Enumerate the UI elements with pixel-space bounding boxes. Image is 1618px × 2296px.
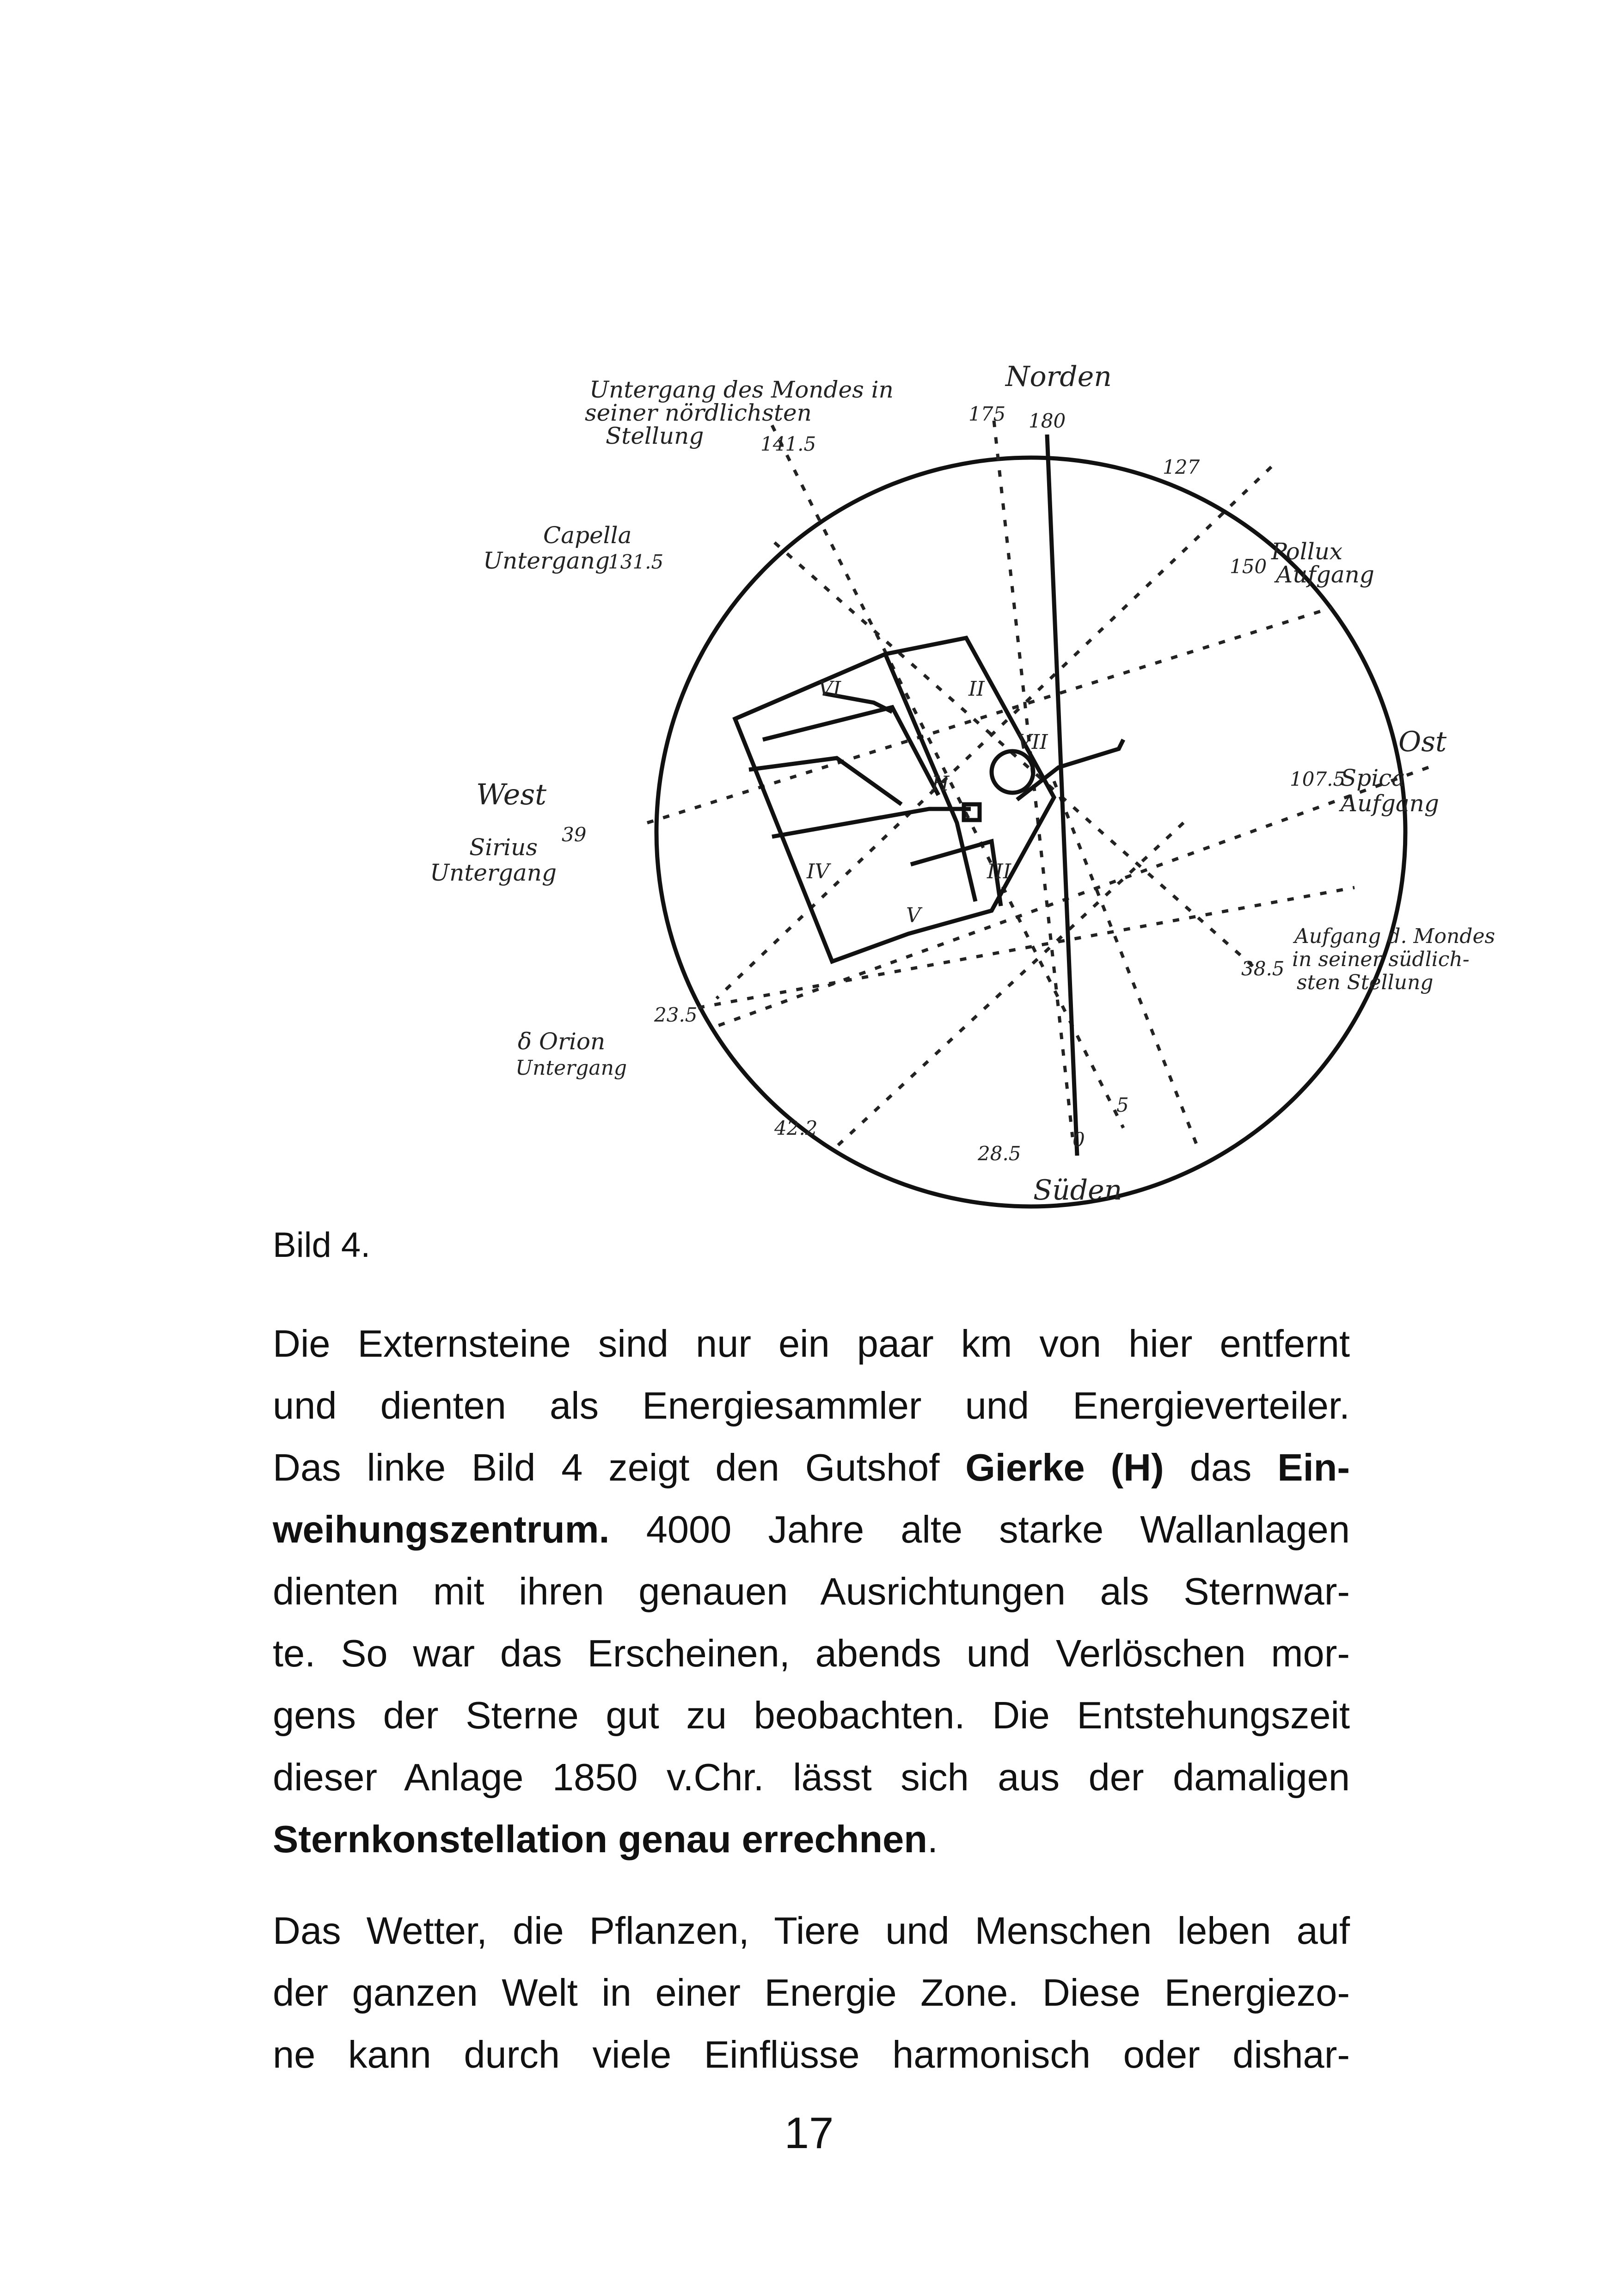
text-line: ne kann durch viele Einflüsse harmonisch oder dishar- <box>273 2033 1350 2076</box>
text-run: das <box>1164 1446 1278 1489</box>
orientation-diagram-svg <box>402 342 1526 1211</box>
text-line: der ganzen Welt in einer Energie Zone. Diese Energiezo- <box>273 1971 1350 2014</box>
paragraph-1 <box>273 1313 1350 1870</box>
text-line: Das Wetter, die Pflanzen, Tiere und Menschen leben auf <box>273 1909 1350 1952</box>
num-107-5: 107.5 <box>1290 768 1346 790</box>
emphasis-sternkonstellation: Sternkonstellation genau errechnen <box>273 1818 927 1861</box>
sightline-127 <box>717 467 1271 998</box>
label-mond-untergang-3: Stellung <box>606 422 704 449</box>
num-180: 180 <box>1029 410 1066 432</box>
central-structure <box>992 751 1033 793</box>
num-127: 127 <box>1163 456 1200 478</box>
label-pollux-1: Pollux <box>1271 538 1343 565</box>
label-mond-aufgang-2: in seiner südlich- <box>1292 948 1470 971</box>
section-numerals <box>806 677 1048 927</box>
numeral-ii: II <box>968 677 985 701</box>
num-28-5: 28.5 <box>978 1142 1021 1165</box>
emphasis-einweihungszentrum: weihungszentrum. <box>273 1508 610 1551</box>
num-23-5: 23.5 <box>654 1004 698 1026</box>
azimuth-numbers <box>562 403 1345 1165</box>
text-run: 4000 Jahre alte starke Wallanlagen <box>609 1508 1350 1551</box>
label-sueden: Süden <box>1033 1174 1122 1206</box>
text-line <box>273 1499 1350 1561</box>
wall-inner-3 <box>772 809 971 837</box>
numeral-h: H <box>932 772 950 796</box>
num-131-5: 131.5 <box>608 551 664 573</box>
label-norden: Norden <box>1005 361 1112 393</box>
label-west: West <box>476 778 547 811</box>
num-150: 150 <box>1230 555 1267 578</box>
label-orion-2: Untergang <box>515 1056 627 1080</box>
label-spica-1: Spica <box>1341 765 1406 791</box>
text-line: gens der Sterne gut zu beobachten. Die Entstehungszeit <box>273 1694 1350 1737</box>
numeral-iv: IV <box>807 860 830 883</box>
externsteine-diagram <box>402 342 1526 1211</box>
numeral-iii: III <box>987 860 1011 883</box>
text-line <box>273 1808 1350 1870</box>
num-38-5: 38.5 <box>1241 957 1285 980</box>
text-line: und dienten als Energiesammler und Energieverteiler. <box>273 1384 1350 1427</box>
text-run: Das linke Bild 4 zeigt den Gutshof <box>273 1446 966 1489</box>
label-mond-aufgang-1: Aufgang d. Mondes <box>1294 925 1495 948</box>
label-sirius-1: Sirius <box>469 834 538 861</box>
wall-top <box>735 654 885 719</box>
label-ost: Ost <box>1398 726 1447 758</box>
label-orion-1: δ Orion <box>518 1028 606 1055</box>
page-number: 17 <box>784 2108 834 2158</box>
label-mond-aufgang-3: sten Stellung <box>1297 971 1434 994</box>
text-line: dieser Anlage 1850 v.Chr. lässt sich aus der damaligen <box>273 1756 1350 1799</box>
wall-inner-2 <box>749 758 901 804</box>
numeral-vii: VII <box>1017 730 1048 754</box>
num-42-2: 42.2 <box>774 1117 818 1139</box>
label-spica-2: Aufgang <box>1341 790 1439 817</box>
sightline-west-pollux <box>647 608 1331 823</box>
label-pollux-2: Aufgang <box>1276 561 1374 588</box>
body-text <box>273 1313 1350 2115</box>
text-run: . <box>927 1818 938 1861</box>
label-capella-2: Untergang <box>483 547 610 574</box>
figure-caption: Bild 4. <box>273 1225 371 1265</box>
num-175: 175 <box>968 403 1006 425</box>
num-141-5: 141.5 <box>760 433 816 455</box>
label-mond-untergang-2: seiner nördlichsten <box>585 399 812 426</box>
label-capella-1: Capella <box>543 522 632 549</box>
text-line: te. So war das Erscheinen, abends und Verlöschen mor- <box>273 1632 1350 1675</box>
paragraph-2 <box>273 1900 1350 2086</box>
num-5: 5 <box>1116 1094 1129 1116</box>
num-39: 39 <box>562 823 587 846</box>
sightline-mond-sued <box>698 888 1354 1008</box>
emphasis-ein: Ein- <box>1277 1446 1350 1489</box>
label-mond-untergang-1: Untergang des Mondes in <box>589 376 894 403</box>
text-line: dienten mit ihren genauen Ausrichtungen als Sternwar- <box>273 1570 1350 1613</box>
num-0: 0 <box>1073 1128 1085 1151</box>
emphasis-gierke: Gierke (H) <box>965 1446 1164 1489</box>
text-line <box>273 1437 1350 1499</box>
numeral-vi: VI <box>818 677 841 701</box>
text-line: Die Externsteine sind nur ein paar km von hier entfernt <box>273 1322 1350 1365</box>
label-sirius-2: Untergang <box>430 859 557 886</box>
numeral-v: V <box>906 904 921 927</box>
